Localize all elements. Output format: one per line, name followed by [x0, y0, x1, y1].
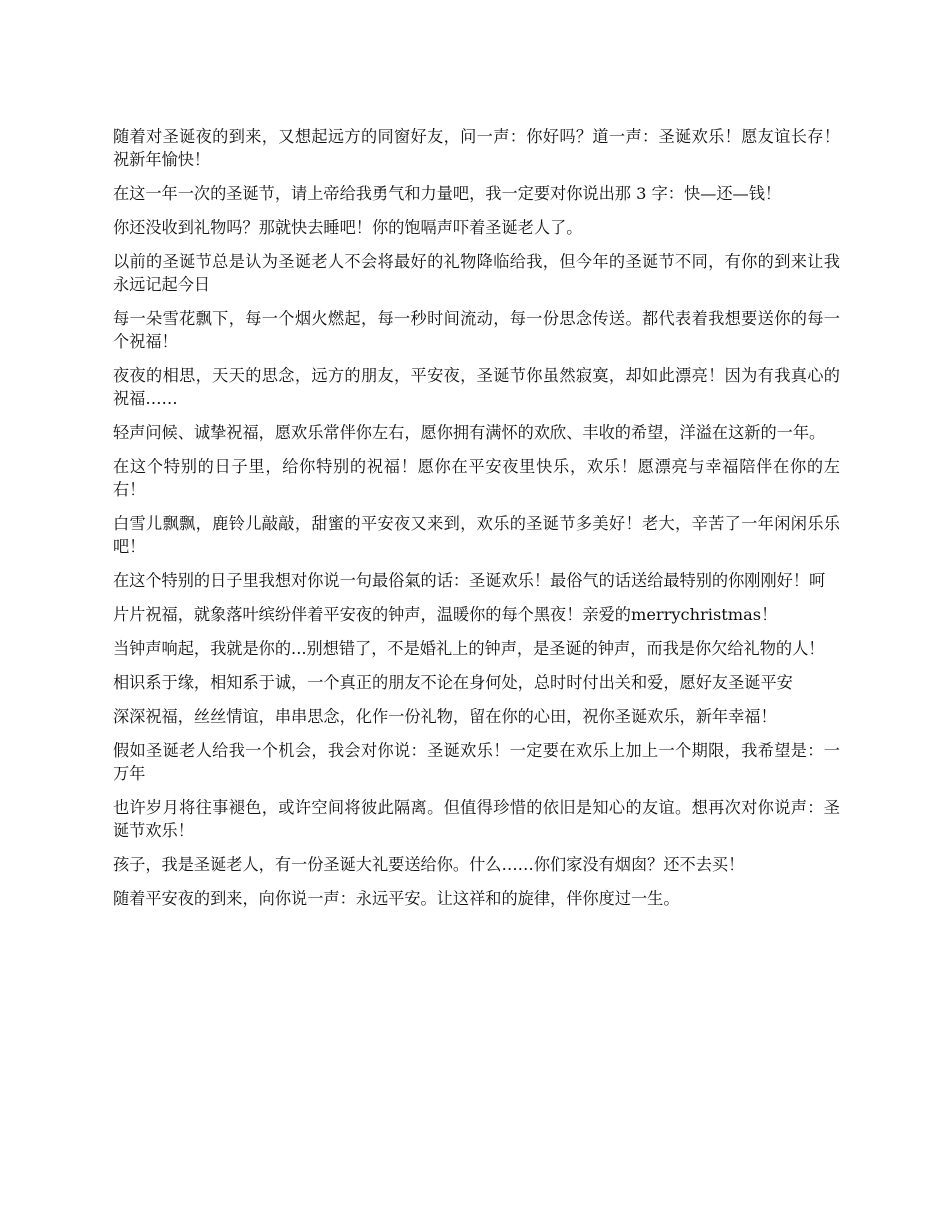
- paragraph: 假如圣诞老人给我一个机会，我会对你说：圣诞欢乐！一定要在欢乐上加上一个期限，我希望是：一万年: [113, 741, 840, 783]
- paragraph: 在这个特别的日子里，给你特别的祝福！愿你在平安夜里快乐，欢乐！愿漂亮与幸福陪伴在你的左右！: [113, 457, 840, 499]
- paragraph: 相识系于缘，相知系于诚，一个真正的朋友不论在身何处，总时时付出关和爱，愿好友圣诞平安: [113, 673, 793, 692]
- paragraph: 以前的圣诞节总是认为圣诞老人不会将最好的礼物降临给我，但今年的圣诞节不同，有你的到来让我永远记起今日: [113, 252, 840, 294]
- paragraph: 也许岁月将往事褪色，或许空间将彼此隔离。但值得珍惜的依旧是知心的友谊。想再次对你说声：圣诞节欢乐！: [113, 798, 840, 840]
- paragraph: 轻声问候、诚挚祝福，愿欢乐常伴你左右，愿你拥有满怀的欢欣、丰收的希望，洋溢在这新的一年。: [113, 423, 826, 442]
- paragraph: 每一朵雪花飘下，每一个烟火燃起，每一秒时间流动，每一份思念传送。都代表着我想要送你的每一个祝福！: [113, 309, 840, 351]
- paragraph: 当钟声响起，我就是你的...别想错了，不是婚礼上的钟声，是圣诞的钟声，而我是你欠给礼物的人！: [113, 639, 825, 658]
- paragraph: 孩子，我是圣诞老人，有一份圣诞大礼要送给你。什么……你们家没有烟囱？还不去买！: [113, 855, 745, 874]
- paragraph: 白雪儿飘飘，鹿铃儿敲敲，甜蜜的平安夜又来到，欢乐的圣诞节多美好！老大，辛苦了一年闲闲乐乐吧！: [113, 514, 840, 556]
- paragraph: 在这个特别的日子里我想对你说一句最俗氣的话：圣诞欢乐！最俗气的话送给最特别的你刚刚好！呵: [113, 571, 826, 590]
- paragraph: 随着平安夜的到来，向你说一声：永远平安。让这祥和的旋律，伴你度过一生。: [113, 889, 680, 908]
- paragraph: 片片祝福，就象落叶缤纷伴着平安夜的钟声，温暖你的每个黑夜！亲爱的merrychristmas！: [113, 605, 778, 624]
- paragraph: 你还没收到礼物吗？那就快去睡吧！你的饱嗝声吓着圣诞老人了。: [113, 218, 583, 237]
- document-body: [113, 125, 840, 921]
- paragraph: 夜夜的相思，天天的思念，远方的朋友，平安夜，圣诞节你虽然寂寞，却如此漂亮！因为有我真心的祝福……: [113, 366, 840, 408]
- paragraph: 深深祝福，丝丝情谊，串串思念，化作一份礼物，留在你的心田，祝你圣诞欢乐，新年幸福！: [113, 707, 777, 726]
- paragraph: 随着对圣诞夜的到来，又想起远方的同窗好友，问一声：你好吗？道一声：圣诞欢乐！愿友谊长存！祝新年愉快！: [113, 127, 840, 169]
- paragraph: 在这一年一次的圣诞节，请上帝给我勇气和力量吧，我一定要对你说出那 3 字：快—还—钱！: [113, 184, 782, 203]
